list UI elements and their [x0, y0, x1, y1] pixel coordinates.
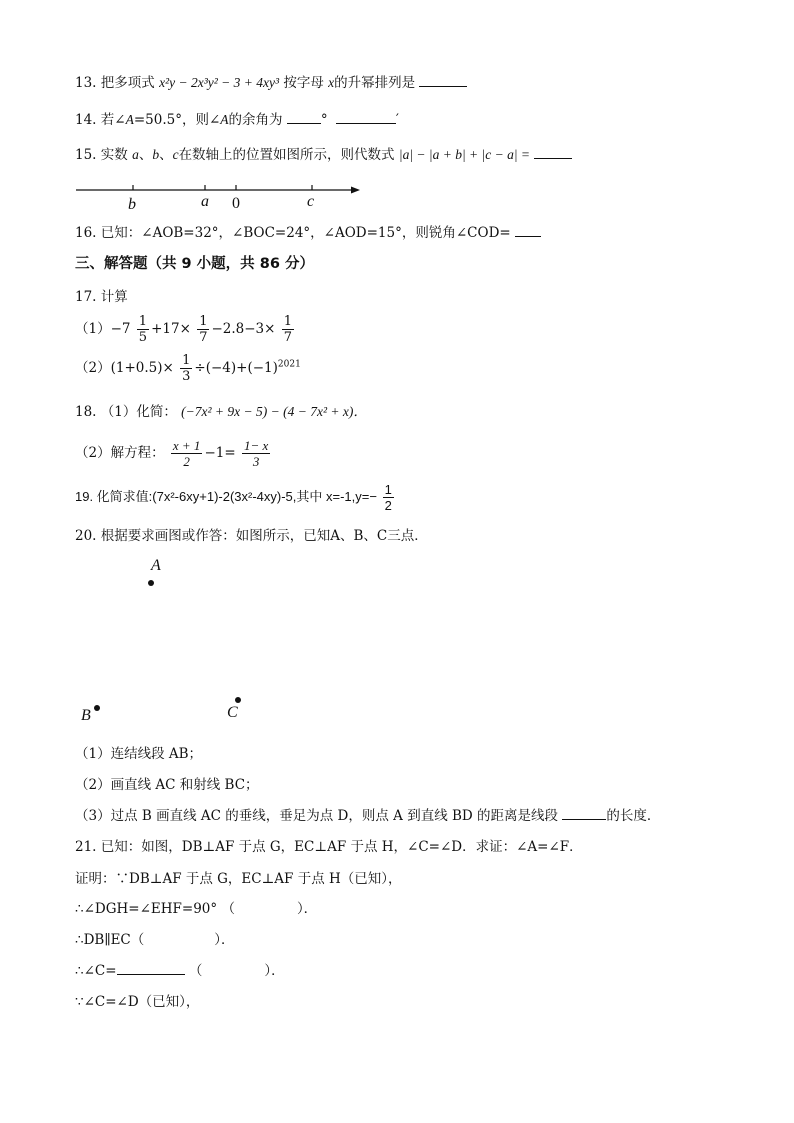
fraction-1-2: $\frac{1}{2}$: [384, 482, 392, 514]
q17-p2-exponent: 2021: [277, 359, 301, 370]
q16-answer-blank[interactable]: [515, 224, 541, 237]
axis-label-c: c: [307, 193, 315, 210]
q14-eq: =50.5°，则∠: [133, 112, 221, 128]
q21-l3-b: ）．: [214, 932, 235, 948]
question-14: [75, 111, 399, 129]
q13-text: 按字母: [283, 75, 324, 91]
q20-part2: （2）画直线 AC 和射线 BC；: [75, 777, 259, 793]
q15-expression: |a| − |a + b| + |c − a| =: [398, 147, 531, 162]
question-16: [75, 224, 541, 242]
fraction-1-minus-x-over-3: $\frac{1- x}{3}$: [243, 438, 269, 469]
q20-answer-blank[interactable]: [562, 807, 606, 820]
q13-answer-blank[interactable]: [419, 74, 467, 87]
q17-p2-b: ÷(−4)+(−1): [194, 360, 278, 376]
q21-line3: [75, 931, 235, 949]
q21-l2-open: （: [221, 901, 235, 917]
q17-part1: [75, 314, 296, 345]
q17-p1-a: −7: [110, 321, 131, 337]
point-label-a: A: [151, 557, 161, 574]
q21-line2: [75, 900, 317, 918]
q21-l2-a: ∴∠DGH=∠EHF=90°: [75, 901, 218, 917]
q14-degree-blank[interactable]: [287, 111, 321, 124]
q18-part1: [75, 403, 367, 421]
point-a-dot: [148, 580, 154, 586]
q15-c: c: [172, 147, 179, 162]
q16-text: 16. 已知：∠AOB=32°，∠BOC=24°，∠AOD=15°，则锐角∠COD=: [75, 225, 511, 241]
q20-p3-b: 的长度．: [606, 808, 661, 824]
fraction-1-7b: $\frac{1}{7}$: [283, 314, 293, 345]
question-13: [75, 74, 467, 92]
q15-sep2: 、: [159, 147, 173, 163]
point-label-b: B: [81, 707, 91, 724]
q13-number: 13. 把多项式: [75, 75, 155, 91]
axis-label-a: a: [201, 193, 209, 210]
q21-line4: [75, 962, 285, 980]
section-3-heading: 三、解答题（共 9 小题，共 86 分）: [75, 256, 314, 272]
q18-p2-mid: −1=: [204, 445, 236, 461]
question-15: [75, 146, 572, 164]
q19-text: 19. 化简求值:(7x²-6xy+1)-2(3x²-4xy)-5,其中 x=-1,y=−: [75, 489, 377, 504]
q17-title: 17. 计算: [75, 289, 128, 305]
q15-b: b: [152, 147, 160, 162]
q14-prime-symbol: ′: [395, 112, 399, 128]
q17-p2-a: (1+0.5)×: [110, 360, 174, 376]
q21-l3-a: ∴DB∥EC（: [75, 932, 145, 948]
fraction-1-3: $\frac{1}{3}$: [182, 353, 191, 384]
q21-l2-close: ）．: [296, 901, 318, 917]
q20-p3-a: （3）过点 B 画直线 AC 的垂线，垂足为点 D，则点 A 到直线 BD 的距离是线段: [75, 808, 559, 824]
q21-intro: 21. 已知：如图，DB⊥AF 于点 G，EC⊥AF 于点 H，∠C=∠D．求证：∠A=∠F．: [75, 839, 583, 855]
q17-p1-label: （1）: [75, 321, 111, 337]
axis-label-b: b: [128, 196, 136, 213]
question-19: [75, 480, 396, 514]
q20-text: 20. 根据要求画图或作答：如图所示，已知A、B、C三点．: [75, 528, 428, 544]
q13-tail: 的升幂排列是: [334, 75, 416, 91]
q14-number: 14. 若∠: [75, 112, 126, 128]
q15-tail: 在数轴上的位置如图所示，则代数式: [178, 147, 395, 163]
q21-angle-blank[interactable]: [117, 962, 185, 975]
axis-label-zero: 0: [232, 195, 240, 212]
q17-p2-label: （2）: [75, 360, 111, 376]
q14-degree-symbol: °: [320, 112, 328, 128]
q17-p1-c: −2.8−3×: [211, 321, 276, 337]
q14-minute-blank[interactable]: [336, 111, 396, 124]
q15-a: a: [132, 147, 139, 162]
q15-number: 15. 实数: [75, 147, 128, 163]
q13-variable: x: [328, 75, 335, 90]
q21-line5: ∵∠C=∠D（已知），: [75, 994, 200, 1010]
fraction-1-7a: $\frac{1}{7}$: [199, 314, 208, 345]
point-c-dot: [235, 697, 241, 703]
q20-part3: [75, 807, 660, 825]
q18-p1-expression: (−7x² + 9x − 5) − (4 − 7x² + x)．: [181, 404, 367, 419]
q20-part1: （1）连结线段 AB；: [75, 746, 203, 762]
q21-line1: 证明：∵DB⊥AF 于点 G，EC⊥AF 于点 H（已知），: [75, 871, 402, 887]
fraction-1-5: $\frac{1}{5}$: [138, 314, 148, 345]
q21-l4-open: （: [188, 963, 203, 979]
q18-part2: [75, 436, 272, 470]
point-b-dot: [94, 705, 100, 711]
q13-polynomial: x²y − 2x³y² − 3 + 4xy³: [159, 75, 280, 90]
q21-l4-close: ）．: [264, 963, 285, 979]
q14-tail: 的余角为: [228, 112, 283, 128]
q17-p1-b: +17×: [151, 321, 191, 337]
q14-angle-a2: A: [220, 112, 229, 127]
q14-angle-a: A: [125, 112, 134, 127]
q15-sep1: 、: [138, 147, 153, 163]
number-line-figure: [74, 180, 364, 214]
number-line-arrow: [351, 187, 360, 194]
fraction-x-plus-1-over-2: $\frac{x + 1}{2}$: [172, 438, 201, 469]
q18-p1-label: 18. （1）化简：: [75, 404, 177, 420]
q17-part2: [75, 353, 301, 384]
q18-p2-label: （2）解方程：: [75, 445, 165, 461]
point-label-c: C: [227, 704, 238, 721]
q21-l4-a: ∴∠C=: [75, 963, 117, 979]
q15-answer-blank[interactable]: [534, 146, 572, 159]
